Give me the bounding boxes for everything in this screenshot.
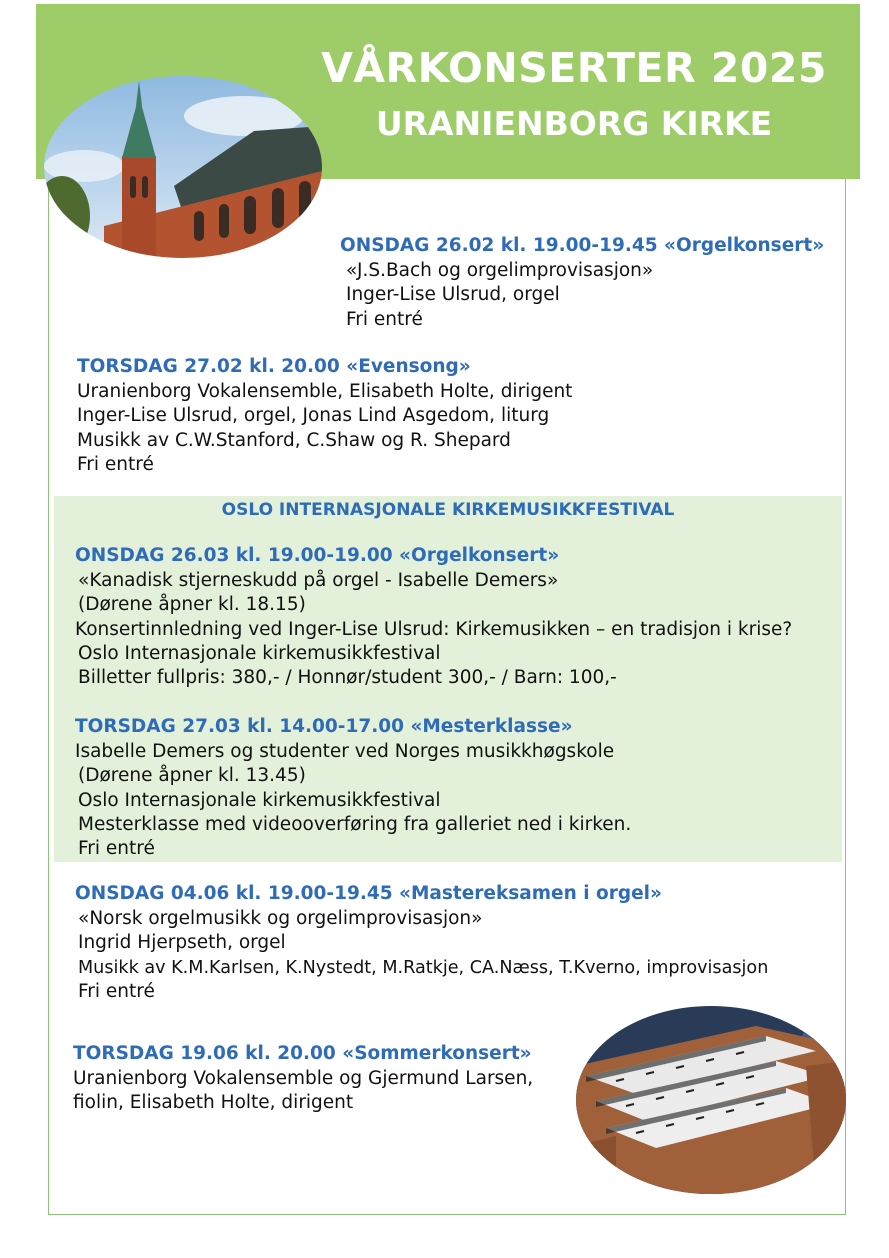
event-orgelkonsert-feb: [340, 234, 824, 332]
event-heading: ONSDAG 26.03 kl. 19.00-19.00 «Orgelkonsert»: [75, 545, 560, 566]
church-photo: [44, 76, 322, 258]
event-line: «J.S.Bach og orgelimprovisasjon»: [346, 260, 654, 281]
event-heading: ONSDAG 04.06 kl. 19.00-19.45 «Mastereksamen i orgel»: [75, 883, 662, 904]
event-line: Fri entré: [78, 838, 155, 860]
event-line: (Dørene åpner kl. 18.15): [78, 594, 306, 616]
event-sommerkonsert: [73, 1042, 533, 1116]
event-line: fiolin, Elisabeth Holte, dirigent: [73, 1092, 354, 1114]
event-line: Inger-Lise Ulsrud, orgel: [346, 284, 560, 306]
event-line: Oslo Internasjonale kirkemusikkfestival: [78, 789, 441, 811]
festival-title: OSLO INTERNASJONALE KIRKEMUSIKKFESTIVAL: [221, 500, 675, 520]
event-line: Uranienborg Vokalensemble og Gjermund Larsen,: [73, 1068, 534, 1089]
event-line: Fri entré: [77, 453, 154, 475]
event-heading: ONSDAG 26.02 kl. 19.00-19.45 «Orgelkonsert»: [340, 235, 825, 256]
event-line: Musikk av C.W.Stanford, C.Shaw og R. Shepard: [77, 429, 511, 451]
event-line: Mesterklasse med videooverføring fra galleriet ned i kirken.: [78, 813, 632, 835]
event-mesterklasse: [75, 715, 631, 861]
event-line: Fri entré: [346, 308, 423, 330]
event-line: Billetter fullpris: 380,- / Honnør/student 300,- / Barn: 100,-: [78, 667, 617, 689]
event-evensong: [77, 355, 572, 477]
event-line: Isabelle Demers og studenter ved Norges musikkhøgskole: [75, 741, 615, 762]
page-subtitle: URANIENBORG KIRKE: [375, 104, 773, 143]
event-line: «Kanadisk stjerneskudd på orgel - Isabelle Demers»: [78, 570, 559, 591]
event-mastereksamen: [75, 882, 768, 1004]
organ-photo: [576, 1006, 846, 1194]
event-line: Uranienborg Vokalensemble, Elisabeth Holte, dirigent: [77, 381, 573, 402]
event-line: (Dørene åpner kl. 13.45): [78, 765, 306, 787]
event-line: Musikk av K.M.Karlsen, K.Nystedt, M.Ratkje, CA.Næss, T.Kverno, improvisasjon: [78, 957, 769, 978]
event-line: Oslo Internasjonale kirkemusikkfestival: [78, 642, 441, 664]
event-orgelkonsert-mar: [75, 544, 792, 690]
event-heading: TORSDAG 27.02 kl. 20.00 «Evensong»: [77, 356, 471, 377]
event-line: Ingrid Hjerpseth, orgel: [78, 932, 286, 954]
page-title: VÅRKONSERTER 2025: [321, 44, 827, 92]
event-line: Inger-Lise Ulsrud, orgel, Jonas Lind Asgedom, liturg: [77, 405, 550, 427]
event-line: Konsertinnledning ved Inger-Lise Ulsrud: Kirkemusikken – en tradisjon i krise?: [75, 618, 793, 640]
event-line: «Norsk orgelmusikk og orgelimprovisasjon»: [78, 908, 483, 929]
event-heading: TORSDAG 27.03 kl. 14.00-17.00 «Mesterklasse»: [75, 716, 573, 737]
event-line: Fri entré: [78, 980, 155, 1002]
event-heading: TORSDAG 19.06 kl. 20.00 «Sommerkonsert»: [73, 1043, 532, 1064]
